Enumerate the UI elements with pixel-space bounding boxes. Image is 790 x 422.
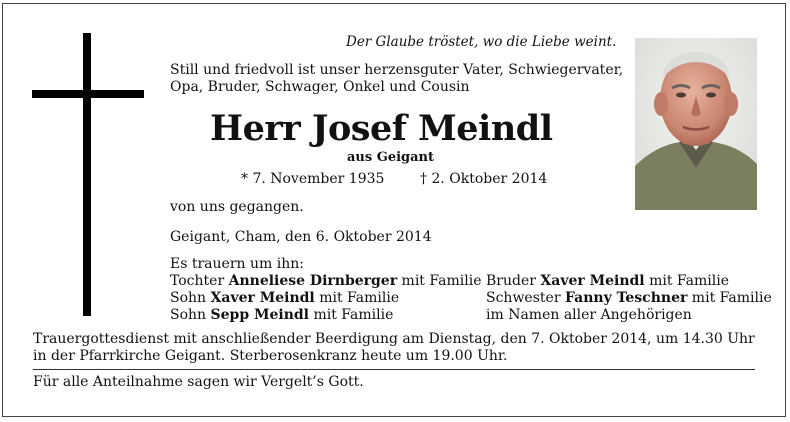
mourners-heading: Es trauern um ihn: xyxy=(170,256,304,272)
mourner-entry: Schwester Fanny Teschner mit Familie xyxy=(486,290,772,306)
portrait-image xyxy=(635,38,757,210)
origin: aus Geigant xyxy=(347,150,435,165)
service-info: Trauergottesdienst mit anschließender Beerdigung am Dienstag, den 7. Oktober 2014, um 14.30 Uhr in der Pfarrkirche Geigant. Sterberosenkranz heute um 19.00 Uhr. xyxy=(33,331,755,364)
thanks-text: Für alle Anteilnahme sagen wir Vergelt’s Gott. xyxy=(33,374,364,390)
mourner-entry: Tochter Anneliese Dirnberger mit Familie xyxy=(170,273,482,289)
place-date: Geigant, Cham, den 6. Oktober 2014 xyxy=(170,229,432,245)
death-date: † 2. Oktober 2014 xyxy=(420,171,548,187)
divider xyxy=(33,369,755,370)
mourner-entry: im Namen aller Angehörigen xyxy=(486,307,692,323)
mourner-entry: Sohn Xaver Meindl mit Familie xyxy=(170,290,400,306)
mourner-entry: Sohn Sepp Meindl mit Familie xyxy=(170,307,394,323)
passed-text: von uns gegangen. xyxy=(170,199,304,215)
intro-line-2: Opa, Bruder, Schwager, Onkel und Cousin xyxy=(170,79,470,95)
cross-bar xyxy=(32,90,144,98)
mourner-entry: Bruder Xaver Meindl mit Familie xyxy=(486,273,730,289)
mourners-left xyxy=(170,273,481,324)
deceased-name: Herr Josef Meindl xyxy=(210,108,553,149)
birth-date: * 7. November 1935 xyxy=(241,171,385,187)
intro-text xyxy=(170,62,623,96)
intro-line-1: Still und friedvoll ist unser herzensguter Vater, Schwiegervater, xyxy=(170,62,624,78)
mourners-right xyxy=(486,273,772,324)
motto: Der Glaube tröstet, wo die Liebe weint. xyxy=(346,34,617,50)
cross-icon xyxy=(83,33,91,316)
portrait-photo xyxy=(635,38,757,210)
